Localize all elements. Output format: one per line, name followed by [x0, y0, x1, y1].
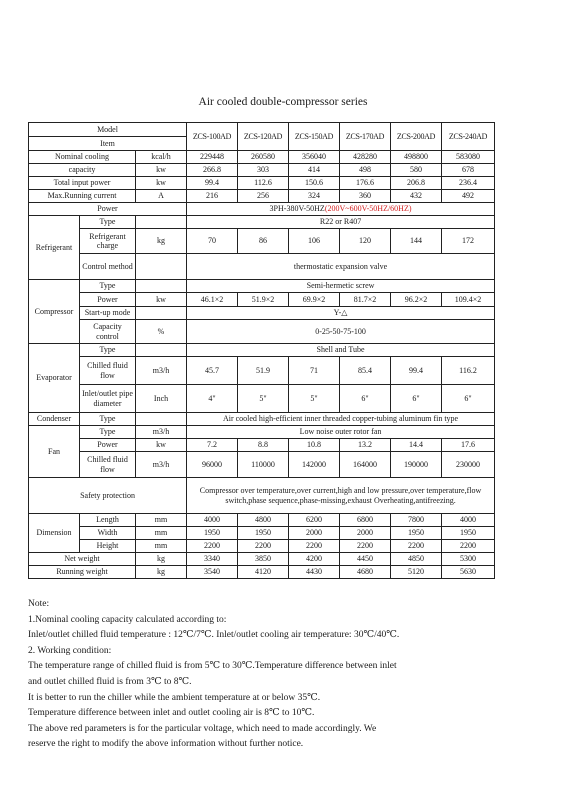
cell: 492	[442, 190, 495, 203]
row-label: Type	[80, 344, 136, 357]
cell: 2200	[238, 540, 289, 553]
unit: m3/h	[136, 426, 187, 439]
compressor-type: Semi-hermetic screw	[187, 280, 495, 293]
cell: 360	[340, 190, 391, 203]
cell: 144	[391, 229, 442, 254]
startup-mode: Y-△	[187, 307, 495, 320]
unit: kw	[136, 177, 187, 190]
table-row	[29, 229, 495, 254]
table-row	[29, 540, 495, 553]
cell: 99.4	[187, 177, 238, 190]
table-row	[29, 357, 495, 385]
cell: 4120	[238, 566, 289, 579]
cell: 414	[289, 164, 340, 177]
table-row	[29, 307, 495, 320]
table-row	[29, 385, 495, 413]
row-label: Nominal cooling	[29, 151, 136, 164]
cell: 5"	[238, 385, 289, 413]
cell: 6"	[442, 385, 495, 413]
row-label: Width	[80, 527, 136, 540]
cell: 45.7	[187, 357, 238, 385]
fan-type: Low noise outer rotor fan	[187, 426, 495, 439]
row-label: Height	[80, 540, 136, 553]
row-label: Max.Running current	[29, 190, 136, 203]
row-label: Refrigerant charge	[80, 229, 136, 254]
refrigerant-type: R22 or R407	[187, 216, 495, 229]
row-label: Length	[80, 514, 136, 527]
table-row	[29, 553, 495, 566]
group-label: Fan	[29, 426, 80, 478]
notes-section	[28, 597, 548, 753]
cell: 5"	[289, 385, 340, 413]
cell: 1950	[238, 527, 289, 540]
cell: 206.8	[391, 177, 442, 190]
table-row	[29, 320, 495, 344]
model-name: ZCS-170AD	[340, 123, 391, 151]
cell: 4450	[340, 553, 391, 566]
table-row	[29, 151, 495, 164]
unit: kg	[136, 229, 187, 254]
table-row	[29, 478, 495, 514]
table-row	[29, 203, 495, 216]
cell: 2200	[289, 540, 340, 553]
cell: 110000	[238, 452, 289, 478]
safety-protection: Compressor over temperature,over current,high and low pressure,over temperature,flow switch,phase sequence,phase-missing,exhaust Overheating,antifreezing.	[187, 478, 495, 514]
unit: m3/h	[136, 452, 187, 478]
cell: 85.4	[340, 357, 391, 385]
cell: 120	[340, 229, 391, 254]
table-row	[29, 426, 495, 439]
note-line: and outlet chilled fluid is from 3℃ to 8℃.	[28, 676, 192, 687]
cell: 4200	[289, 553, 340, 566]
note-line: The above red parameters is for the particular voltage, which need to made accordingly. We	[28, 723, 377, 734]
cell: 4850	[391, 553, 442, 566]
note-line: Note:	[28, 599, 50, 609]
cell: 266.8	[187, 164, 238, 177]
unit: kg	[136, 553, 187, 566]
note-line: Inlet/outlet chilled fluid temperature : 12℃/7℃. Inlet/outlet cooling air temperature: 30℃/40℃.	[28, 630, 400, 641]
table-row	[29, 566, 495, 579]
page-title: Air cooled double-compressor series	[198, 96, 368, 108]
row-label: capacity	[29, 164, 136, 177]
cell: 5120	[391, 566, 442, 579]
row-label: Total input power	[29, 177, 136, 190]
cell: 230000	[442, 452, 495, 478]
item-label: Item	[29, 137, 187, 151]
cell: 150.6	[289, 177, 340, 190]
cell: 109.4×2	[442, 293, 495, 307]
cell: 86	[238, 229, 289, 254]
cell: 498800	[391, 151, 442, 164]
table-row	[29, 216, 495, 229]
unit: kw	[136, 293, 187, 307]
row-label: Type	[80, 413, 136, 426]
cell: 5630	[442, 566, 495, 579]
cell: 236.4	[442, 177, 495, 190]
unit: kw	[136, 439, 187, 452]
cell: 6200	[289, 514, 340, 527]
cell: 13.2	[340, 439, 391, 452]
cell: 3540	[187, 566, 238, 579]
evaporator-type: Shell and Tube	[187, 344, 495, 357]
note-line: reserve the right to modify the above information without further notice.	[28, 739, 304, 750]
cell: 51.9	[238, 357, 289, 385]
cell: 2000	[340, 527, 391, 540]
row-label: Capacity control	[80, 320, 136, 344]
table-row	[29, 280, 495, 293]
model-label: Model	[29, 123, 187, 137]
cell: 10.8	[289, 439, 340, 452]
cell: 432	[391, 190, 442, 203]
note-line: 2. Working condition:	[28, 645, 112, 656]
model-name: ZCS-200AD	[391, 123, 442, 151]
model-name: ZCS-150AD	[289, 123, 340, 151]
cell: 2200	[442, 540, 495, 553]
note-line: 1.Nominal cooling capacity calculated according to:	[28, 614, 227, 625]
cell: 46.1×2	[187, 293, 238, 307]
cell: 2000	[289, 527, 340, 540]
unit: kcal/h	[136, 151, 187, 164]
cell: 580	[391, 164, 442, 177]
row-label: Control method	[80, 254, 136, 280]
cell: 5300	[442, 553, 495, 566]
table-row	[29, 413, 495, 426]
cell: 71	[289, 357, 340, 385]
cell: 583080	[442, 151, 495, 164]
cell: 4430	[289, 566, 340, 579]
power-value	[187, 203, 495, 216]
row-label: Power	[29, 203, 187, 216]
cell: 8.8	[238, 439, 289, 452]
group-label: Refrigerant	[29, 216, 80, 280]
cell: 7800	[391, 514, 442, 527]
group-label: Compressor	[29, 280, 80, 344]
row-label: Running weight	[29, 566, 136, 579]
cell: 260580	[238, 151, 289, 164]
table-row	[29, 164, 495, 177]
cell: 142000	[289, 452, 340, 478]
table-row	[29, 293, 495, 307]
cell: 678	[442, 164, 495, 177]
cell: 498	[340, 164, 391, 177]
cell: 2200	[340, 540, 391, 553]
cell: 4"	[187, 385, 238, 413]
table-row	[29, 514, 495, 527]
cell: 69.9×2	[289, 293, 340, 307]
group-label: Evaporator	[29, 344, 80, 413]
cell: 190000	[391, 452, 442, 478]
cell: 2200	[187, 540, 238, 553]
cell: 96000	[187, 452, 238, 478]
note-line: It is better to run the chiller while the ambient temperature at or below 35℃.	[28, 692, 321, 703]
unit: kw	[136, 164, 187, 177]
condenser-type: Air cooled high-efficient inner threaded copper-tubing aluminum fin type	[187, 413, 495, 426]
unit: A	[136, 190, 187, 203]
note-line: Temperature difference between inlet and outlet cooling air is 8℃ to 10℃.	[28, 708, 315, 719]
cell: 6800	[340, 514, 391, 527]
row-label: Safety protection	[29, 478, 187, 514]
cell: 96.2×2	[391, 293, 442, 307]
model-name: ZCS-100AD	[187, 123, 238, 151]
cell: 112.6	[238, 177, 289, 190]
model-name: ZCS-240AD	[442, 123, 495, 151]
cell: 4800	[238, 514, 289, 527]
cell: 4680	[340, 566, 391, 579]
cell: 256	[238, 190, 289, 203]
cell: 6"	[340, 385, 391, 413]
cell: 2200	[391, 540, 442, 553]
capacity-control: 0-25-50-75-100	[187, 320, 495, 344]
cell: 17.6	[442, 439, 495, 452]
row-label: Chilled fluid flow	[80, 452, 136, 478]
row-label: Power	[80, 293, 136, 307]
cell: 1950	[391, 527, 442, 540]
cell: 1950	[187, 527, 238, 540]
cell: 6"	[391, 385, 442, 413]
control-method: thermostatic expansion valve	[187, 254, 495, 280]
cell: 99.4	[391, 357, 442, 385]
group-label: Dimension	[29, 514, 80, 553]
unit: %	[136, 320, 187, 344]
unit: mm	[136, 514, 187, 527]
row-label: Start-up mode	[80, 307, 136, 320]
cell: 4000	[187, 514, 238, 527]
cell: 3850	[238, 553, 289, 566]
cell: 14.4	[391, 439, 442, 452]
row-label: Power	[80, 439, 136, 452]
table-row	[29, 527, 495, 540]
row-label: Net weight	[29, 553, 136, 566]
unit: Inch	[136, 385, 187, 413]
row-label: Type	[80, 426, 136, 439]
row-label: Type	[80, 216, 136, 229]
row-label: Chilled fluid flow	[80, 357, 136, 385]
cell: 116.2	[442, 357, 495, 385]
cell: 176.6	[340, 177, 391, 190]
spec-table	[28, 122, 495, 579]
cell: 51.9×2	[238, 293, 289, 307]
cell: 4000	[442, 514, 495, 527]
table-row	[29, 344, 495, 357]
cell: 106	[289, 229, 340, 254]
header-row	[29, 123, 495, 137]
note-line: The temperature range of chilled fluid is from 5℃ to 30℃.Temperature difference between inlet	[28, 661, 397, 672]
model-name: ZCS-120AD	[238, 123, 289, 151]
power-voltage-range: (200V~600V-50HZ/60HZ)	[324, 204, 412, 214]
cell: 1950	[442, 527, 495, 540]
cell: 324	[289, 190, 340, 203]
table-row	[29, 254, 495, 280]
table-row	[29, 190, 495, 203]
cell: 164000	[340, 452, 391, 478]
cell: 229448	[187, 151, 238, 164]
table-row	[29, 177, 495, 190]
cell: 81.7×2	[340, 293, 391, 307]
cell: 70	[187, 229, 238, 254]
unit: mm	[136, 540, 187, 553]
row-label: Type	[80, 280, 136, 293]
table-row	[29, 452, 495, 478]
cell: 428280	[340, 151, 391, 164]
cell: 172	[442, 229, 495, 254]
unit: mm	[136, 527, 187, 540]
cell: 356040	[289, 151, 340, 164]
table-row	[29, 439, 495, 452]
cell: 3340	[187, 553, 238, 566]
cell: 7.2	[187, 439, 238, 452]
cell: 216	[187, 190, 238, 203]
row-label: Inlet/outlet pipe diameter	[80, 385, 136, 413]
unit: kg	[136, 566, 187, 579]
unit: m3/h	[136, 357, 187, 385]
cell: 303	[238, 164, 289, 177]
power-main: 3PH-380V-50HZ	[269, 204, 325, 214]
group-label: Condenser	[29, 413, 80, 426]
